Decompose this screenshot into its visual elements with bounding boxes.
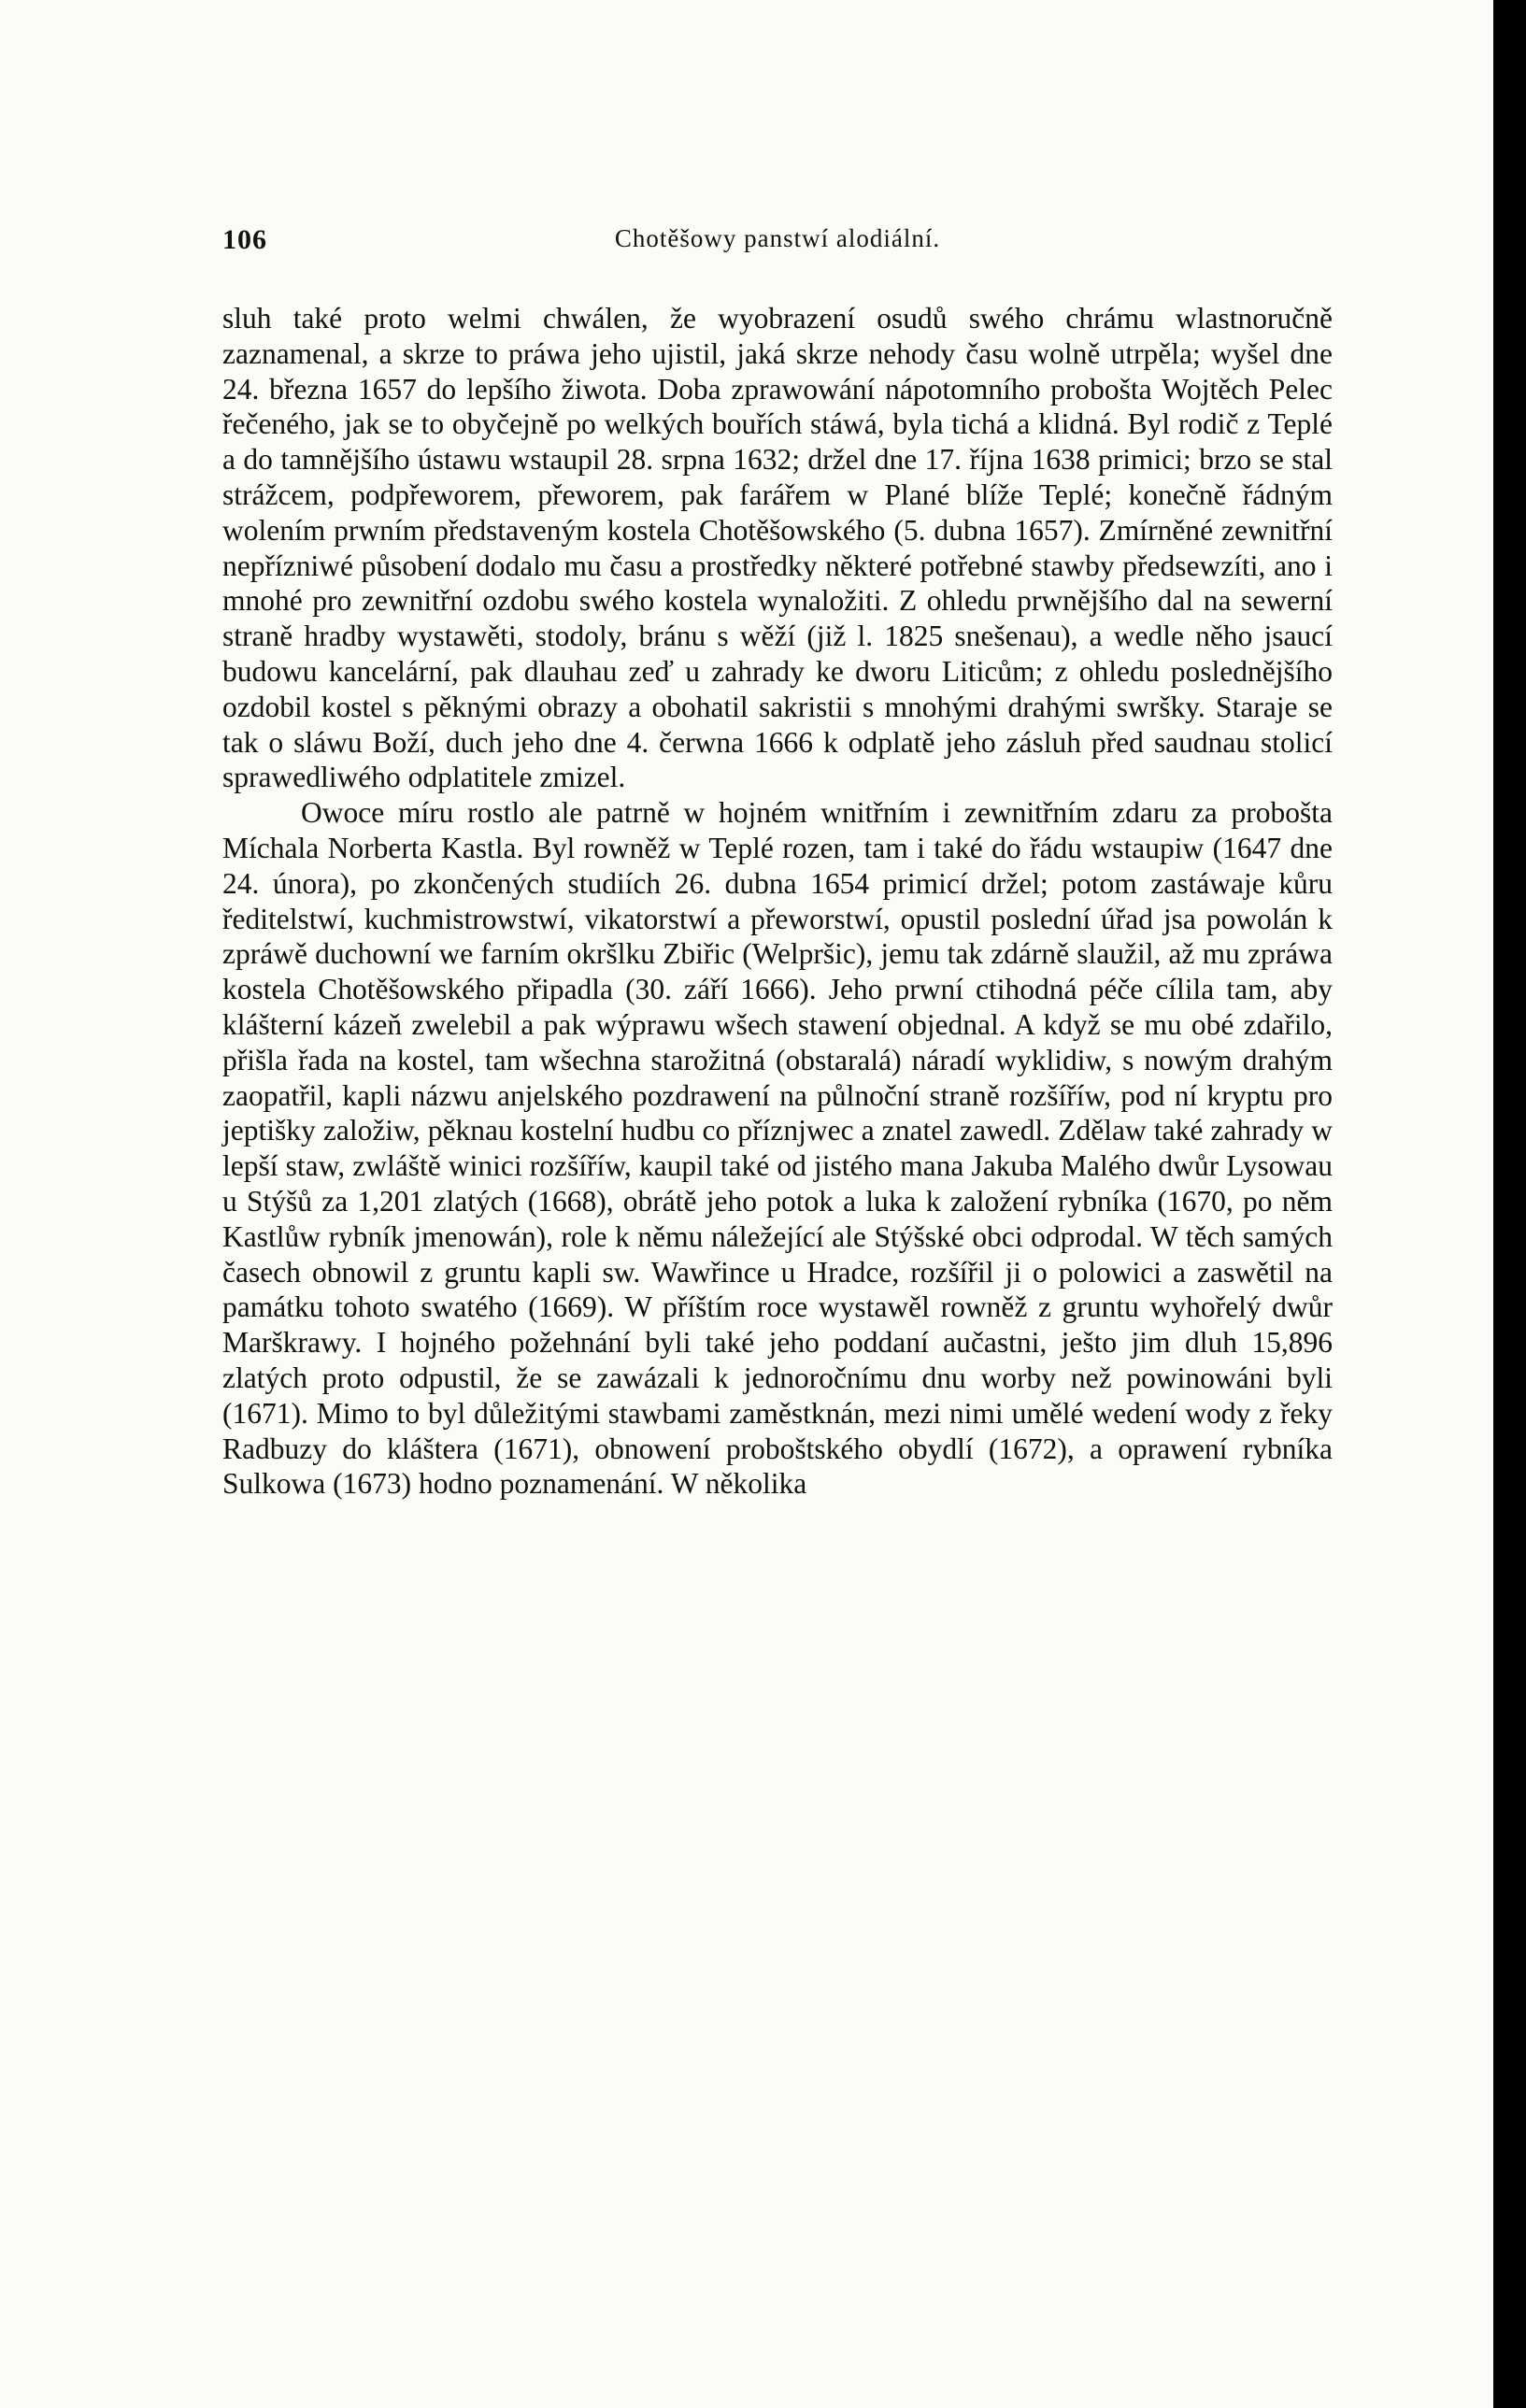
page-header <box>222 224 1333 262</box>
running-title: Chotěšowy panstwí alodiální. <box>614 224 941 252</box>
page-number: 106 <box>222 224 267 255</box>
paragraph-kastl: Owoce míru rostlo ale patrně w hojném wnitřním i zewnitřním zdaru za probošta Míchala Norberta Kastla. Byl rowněž w Teplé rozen, tam i také do řádu wstaupiw (1647 dne 24. února), po zkončených studiích 26. dubna 1654 primicí držel; potom zastáwaje kůru ředitelstwí, kuchmistrowstwí, vikatorstwí a přeworstwí, opustil poslední úřad jsa powolán k zpráwě duchowní we farním okršlku Zbiřic (Welpršic), jemu tak zdárně slaužil, až mu zpráwa kostela Chotěšowského připadla (30. září 1666). Jeho prwní ctihodná péče cílila tam, aby klášterní kázeň zwelebil a pak wýprawu wšech stawení objednal. A když se mu obé zdařilo, přišla řada na kostel, tam wšechna starožitná (obstaralá) náradí wyklidiw, s nowým drahým zaopatřil, kapli názwu anjelského pozdrawení na půlnoční straně rozšíříw, pod ní kryptu pro jeptišky založiw, pěknau kostelní hudbu co příznjwec a znatel zawedl. Zdělaw také zahrady w lepší staw, zwláště winici rozšíříw, kaupil také od jistého mana Jakuba Malého dwůr Lysowau u Stýšů za 1,201 zlatých (1668), obrátě jeho potok a luka k založení rybníka (1670, po něm Kastlůw rybník jmenowán), role k němu náležející ale Stýšské obci odprodal. W těch samých časech obnowil z gruntu kapli sw. Wawřince u Hradce, rozšířil ji o polowici a zaswětil na památku tohoto swatého (1669). W příštím roce wystawěl rowněž z gruntu wyhořelý dwůr Marškrawy. I hojného požehnání byli také jeho poddaní aučastni, ješto jim dluh 15,896 zlatých proto odpustil, že se zawázali k jednoročnímu dnu worby než powinowáni byli (1671). Mimo to byl důležitými stawbami zaměstknán, mezi nimi umělé wedení wody z řeky Radbuzy do kláštera (1671), obnowení proboštského obydlí (1672), a oprawení rybníka Sulkowa (1673) hodno poznamenání. W několika <box>222 796 1333 1501</box>
scan-edge <box>1493 0 1526 2408</box>
paragraph-continuation: sluh také proto welmi chwálen, že wyobrazení osudů swého chrámu wlastnoručně zaznamenal, a skrze to práwa jeho ujistil, jaká skrze nehody času wolně utrpěla; wyšel dne 24. března 1657 do lepšího žiwota. Doba zprawowání nápotomního probošta Wojtěch Pelec řečeného, jak se to obyčejně po welkých bouřích stáwá, byla tichá a klidná. Byl rodič z Teplé a do tamnějšího ústawu wstaupil 28. srpna 1632; držel dne 17. října 1638 primici; brzo se stal strážcem, podpřeworem, přeworem, pak farářem w Plané blíže Teplé; konečně řádným wolením prwním představeným kostela Chotěšowského (5. dubna 1657). Zmírněné zewnitřní nepřízniwé působení dodalo mu času a prostředky některé potřebné stawby předsewzíti, ano i mnohé pro zewnitřní ozdobu swého kostela wynaložiti. Z ohledu prwnějšího dal na sewerní straně hradby wystawěti, stodoly, bránu s wěží (již l. 1825 snešenau), a wedle něho jsaucí budowu kancelární, pak dlauhau zeď u zahrady ke dworu Liticům; z ohledu poslednějšího ozdobil kostel s pěknými obrazy a obohatil sakristii s mnohými drahými swršky. Staraje se tak o sláwu Boží, duch jeho dne 4. čerwna 1666 k odplatě jeho zásluh před saudnau stolicí sprawedliwého odplatitele zmizel. <box>222 302 1333 794</box>
body-text <box>222 301 1333 1502</box>
